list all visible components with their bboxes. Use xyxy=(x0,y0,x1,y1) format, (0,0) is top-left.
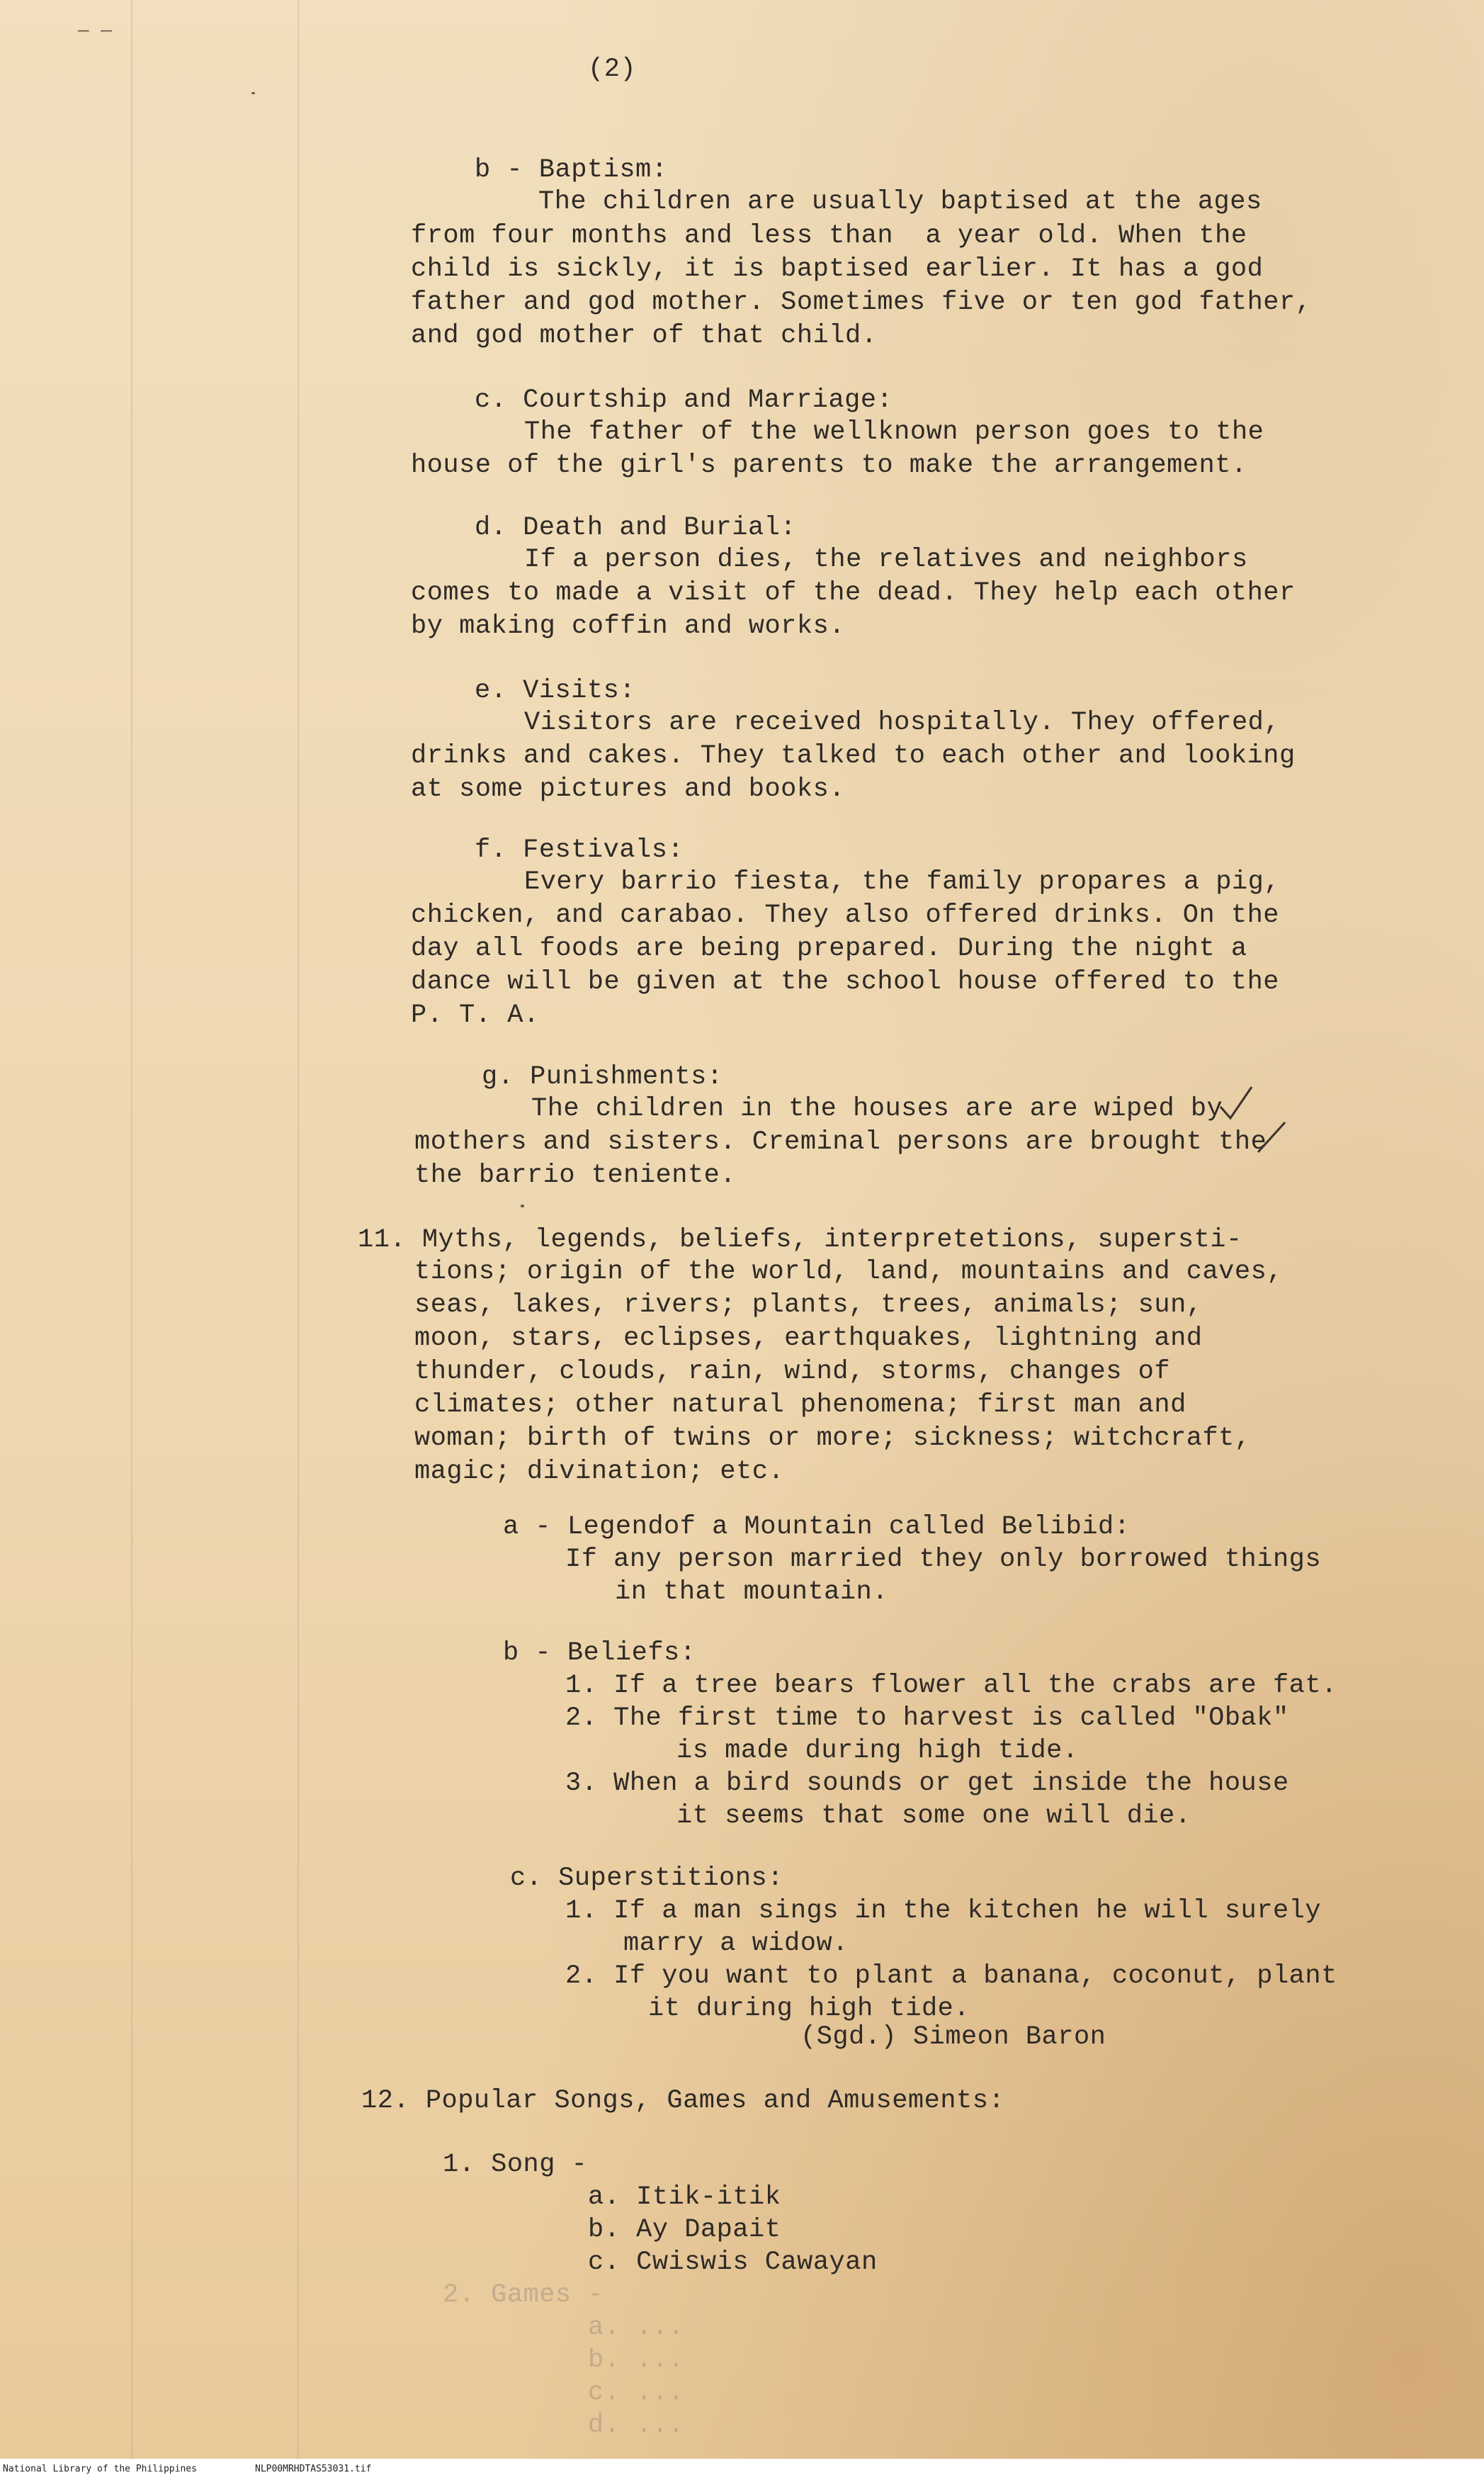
text-line: If a person dies, the relatives and neighbors xyxy=(524,545,1248,575)
section-heading: 11. Myths, legends, beliefs, interpretetions, supersti- xyxy=(358,1225,1242,1255)
section-heading: 12. Popular Songs, Games and Amusements: xyxy=(361,2086,1005,2116)
text-line: the barrio teniente. xyxy=(414,1161,737,1190)
text-line: The father of the wellknown person goes to the xyxy=(524,417,1264,447)
scan-footer xyxy=(0,2459,1484,2480)
section-heading: f. Festivals: xyxy=(475,835,684,865)
song-item: a. Itik-itik xyxy=(588,2182,781,2212)
text-line: tions; origin of the world, land, mountains and caves, xyxy=(414,1257,1283,1287)
section-heading: e. Visits: xyxy=(475,676,636,706)
page-number: (2) xyxy=(588,55,637,84)
text-line: from four months and less than a year old. When the xyxy=(411,221,1247,251)
handwritten-strike-icon xyxy=(1254,1118,1289,1157)
list-item: it seems that some one will die. xyxy=(676,1801,1191,1831)
text-line: woman; birth of twins or more; sickness; witchcraft, xyxy=(414,1424,1251,1453)
song-item: b. Ay Dapait xyxy=(588,2215,781,2245)
list-item: 2. The first time to harvest is called "Obak" xyxy=(565,1703,1289,1733)
list-item: is made during high tide. xyxy=(676,1736,1079,1766)
section-heading: d. Death and Burial: xyxy=(475,513,797,543)
handwritten-check-icon xyxy=(1215,1083,1257,1125)
signature: (Sgd.) Simeon Baron xyxy=(800,2022,1106,2052)
section-heading: g. Punishments: xyxy=(482,1062,723,1092)
text-line: moon, stars, eclipses, earthquakes, lightning and xyxy=(414,1324,1203,1353)
list-item: 3. When a bird sounds or get inside the house xyxy=(565,1769,1289,1798)
footer-source: National Library of the Philippines xyxy=(3,2464,197,2474)
text-line: magic; divination; etc. xyxy=(414,1457,785,1487)
text-line: P. T. A. xyxy=(411,1001,540,1030)
faded-line: d. ... xyxy=(588,2411,685,2440)
margin-mark: — — xyxy=(78,20,113,41)
text-line: If any person married they only borrowed things xyxy=(565,1545,1322,1574)
text-line: Every barrio fiesta, the family propares a pig, xyxy=(524,867,1281,897)
text-line: climates; other natural phenomena; first man and xyxy=(414,1390,1186,1420)
list-item: marry a widow. xyxy=(623,1929,849,1958)
text-line: by making coffin and works. xyxy=(411,611,845,641)
text-line: seas, lakes, rivers; plants, trees, animals; sun, xyxy=(414,1290,1203,1320)
text-line: house of the girl's parents to make the arrangement. xyxy=(411,451,1247,480)
section-heading: b - Beliefs: xyxy=(503,1638,696,1668)
text-line: The children in the houses are are wiped by xyxy=(531,1094,1223,1124)
list-item: 2. If you want to plant a banana, coconut, plant xyxy=(565,1961,1337,1991)
text-line: comes to made a visit of the dead. They help each other xyxy=(411,578,1296,608)
ruled-margin-line xyxy=(298,0,299,2480)
song-item: c. Cwiswis Cawayan xyxy=(588,2248,878,2277)
text-line: mothers and sisters. Creminal persons are brought the xyxy=(414,1127,1267,1157)
section-heading: c. Superstitions: xyxy=(510,1864,783,1893)
text-line: at some pictures and books. xyxy=(411,774,845,804)
faded-line: b. ... xyxy=(588,2345,685,2375)
section-heading: b - Baptism: xyxy=(475,155,668,185)
speck xyxy=(521,1205,524,1207)
list-item: 1. If a tree bears flower all the crabs are fat. xyxy=(565,1671,1337,1701)
text-line: day all foods are being prepared. During the night a xyxy=(411,934,1247,964)
faded-line: c. ... xyxy=(588,2378,685,2408)
faded-line: 2. Games - xyxy=(443,2280,604,2310)
faded-line: a. ... xyxy=(588,2313,685,2343)
text-line: child is sickly, it is baptised earlier. It has a god xyxy=(411,254,1264,284)
ruled-margin-line xyxy=(131,0,132,2480)
text-line: in that mountain. xyxy=(615,1577,888,1607)
text-line: chicken, and carabao. They also offered drinks. On the xyxy=(411,901,1279,930)
text-line: Visitors are received hospitally. They offered, xyxy=(524,708,1281,738)
text-line: and god mother of that child. xyxy=(411,321,878,351)
text-line: thunder, clouds, rain, wind, storms, changes of xyxy=(414,1357,1171,1387)
list-item: 1. If a man sings in the kitchen he will surely xyxy=(565,1896,1322,1926)
text-line: dance will be given at the school house offered to the xyxy=(411,967,1279,997)
footer-filename: NLP00MRHDTAS53031.tif xyxy=(255,2464,372,2474)
section-heading: c. Courtship and Marriage: xyxy=(475,385,893,415)
text-line: father and god mother. Sometimes five or ten god father, xyxy=(411,288,1312,317)
list-item: it during high tide. xyxy=(648,1994,970,2024)
text-line: The children are usually baptised at the ages xyxy=(538,187,1262,217)
list-heading: 1. Song - xyxy=(443,2150,588,2180)
text-line: drinks and cakes. They talked to each other and looking xyxy=(411,741,1296,771)
speck xyxy=(251,92,255,94)
section-heading: a - Legendof a Mountain called Belibid: xyxy=(503,1512,1131,1542)
